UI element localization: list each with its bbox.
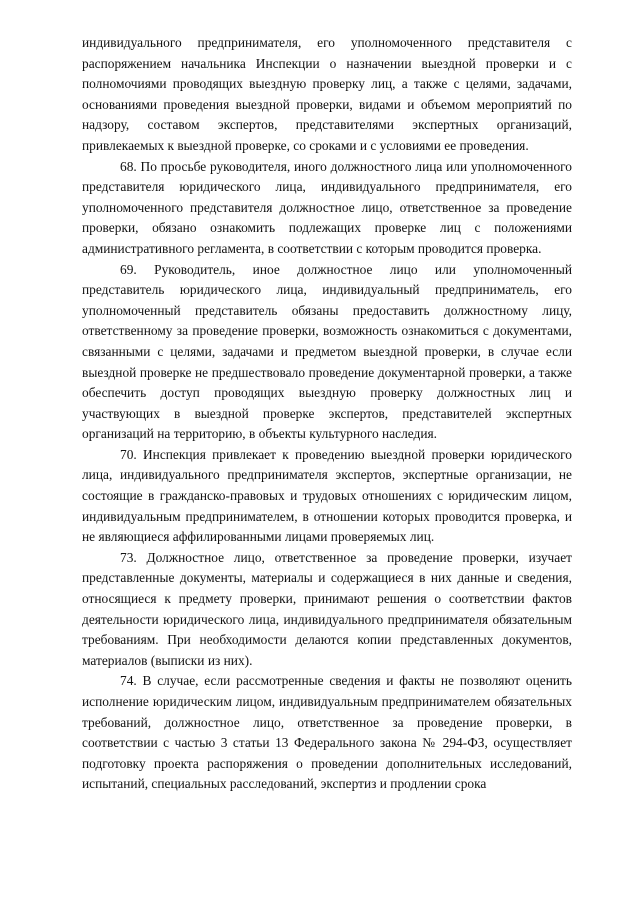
document-page — [82, 33, 572, 795]
paragraph-69: 69. Руководитель, иное должностное лицо или уполномоченный представитель юридического лица, индивидуальный предприниматель, его уполномоченный представитель обязаны предоставить должностному лицу, ответственному за проведение проверки, возможность ознакомиться с документами, связанными с целями, задачами и предметом выездной проверки, в случае если выездной проверке не предшествовало проведение документарной проверки, а также обеспечить доступ проводящих выездную проверку должностных лиц и участвующих в выездной проверке экспертов, представителей экспертных организаций на территорию, в объекты культурного наследия. — [82, 261, 572, 442]
paragraph-70: 70. Инспекция привлекает к проведению выездной проверки юридического лица, индивидуального предпринимателя экспертов, экспертные организации, не состоящие в гражданско-правовых и трудовых отношениях с юридическим лицом, индивидуальным предпринимателем, в отношении которых проводится проверка, и не являющиеся аффилированными лицами проверяемых лиц. — [82, 446, 572, 545]
paragraph-68: 68. По просьбе руководителя, иного должностного лица или уполномоченного представителя юридического лица, индивидуального предпринимателя, его уполномоченного представителя должностное лицо, ответственное за проведение проверки, обязано ознакомить подлежащих проверке лиц с положениями административного регламента, в соответствии с которым проводится проверка. — [82, 158, 572, 256]
paragraph-73: 73. Должностное лицо, ответственное за проведение проверки, изучает представленные документы, материалы и содержащиеся в них данные и сведения, относящиеся к предмету проверки, принимают решения о соответствии фактов деятельности юридического лица, индивидуального предпринимателя обязательным требованиям. При необходимости делаются копии представленных документов, материалов (выписки из них). — [82, 549, 572, 668]
paragraph-continuation: индивидуального предпринимателя, его уполномоченного представителя с распоряжением начальника Инспекции о назначении выездной проверки и с полномочиями проводящих выездную проверку лиц, а также с целями, задачами, основаниями проведения выездной проверки, видами и объемом мероприятий по надзору, составом экспертов, представителями экспертных организаций, привлекаемых к выездной проверке, со сроками и с условиями ее проведения. — [82, 35, 572, 153]
paragraph-74: 74. В случае, если рассмотренные сведения и факты не позволяют оценить исполнение юридическим лицом, индивидуальным предпринимателем обязательных требований, должностное лицо, ответственное за проведение проверки, в соответствии с частью 3 статьи 13 Федерального закона № 294-ФЗ, осуществляет подготовку проекта распоряжения о проведении дополнительных исследований, испытаний, специальных расследований, экспертиз и продлении срока — [82, 673, 572, 792]
